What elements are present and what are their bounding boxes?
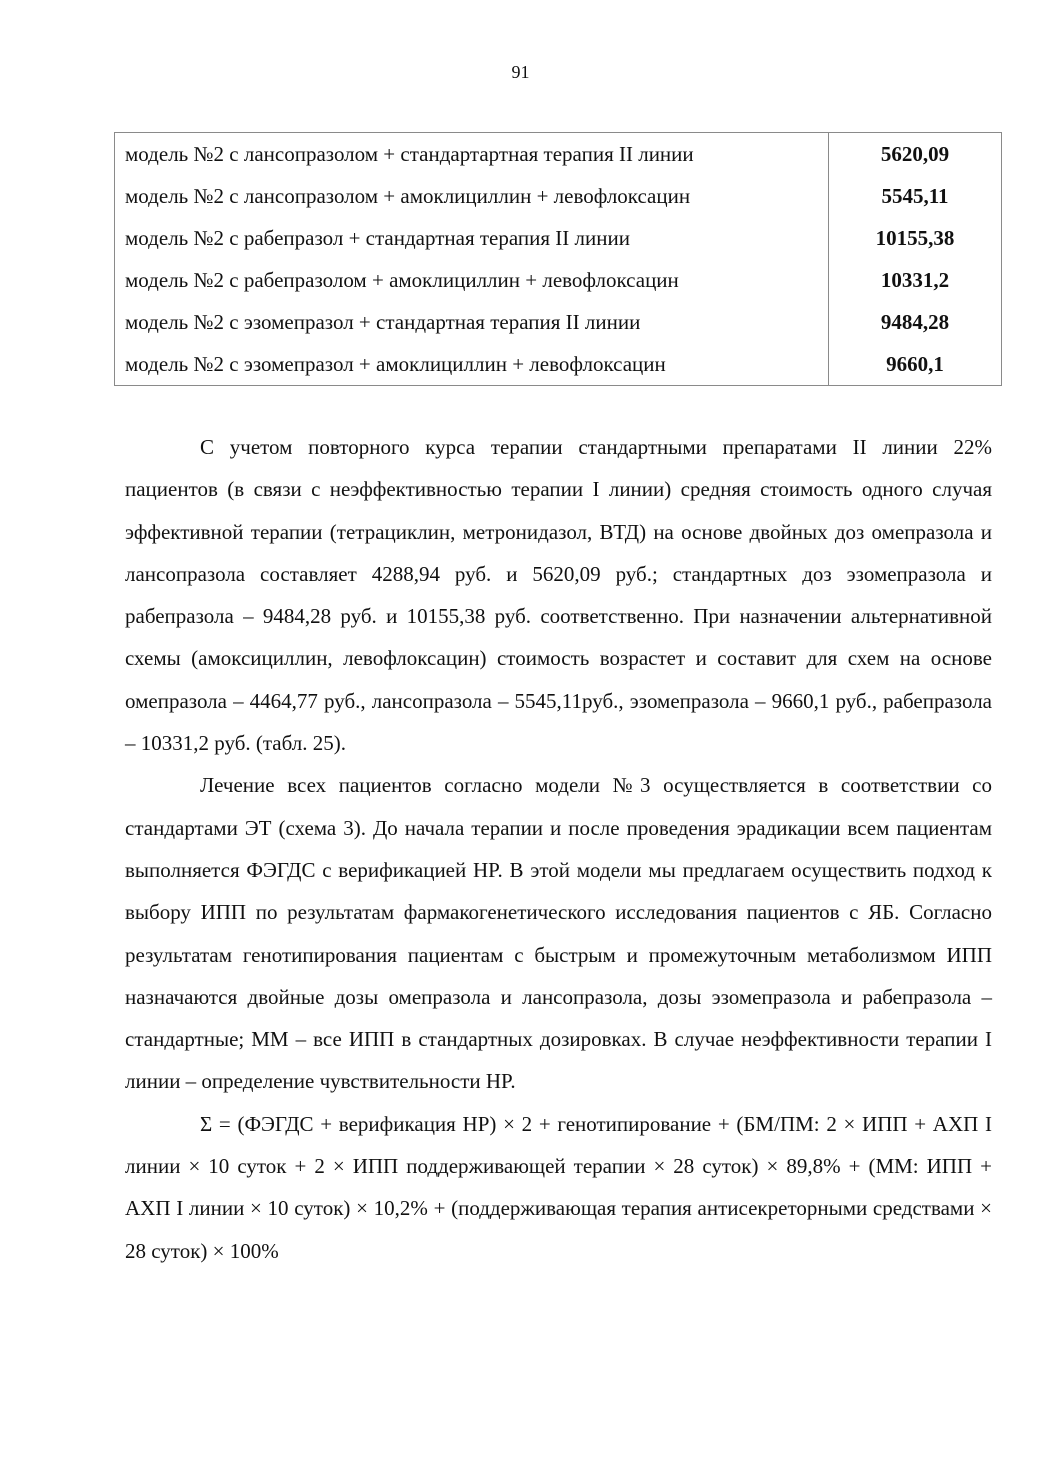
- model-cell: модель №2 с рабепразолом + амоклициллин + левофлоксацин: [115, 259, 829, 301]
- table-row: [115, 301, 1002, 343]
- model-cell: модель №2 с эзомепразол + стандартная терапия II линии: [115, 301, 829, 343]
- cost-cell: 9484,28: [829, 301, 1002, 343]
- model-cell: модель №2 с лансопразолом + амоклициллин + левофлоксацин: [115, 175, 829, 217]
- table-row: [115, 343, 1002, 386]
- model-cell: модель №2 с рабепразол + стандартная терапия II линии: [115, 217, 829, 259]
- cost-cell: 5620,09: [829, 133, 1002, 176]
- body-text: [125, 426, 992, 1272]
- paragraph-model-3: Лечение всех пациентов согласно модели №3 осуществляется в соответствии со стандартами ЭТ (схема 3). До начала терапии и после проведения эрадикации всем пациентам выполняется ФЭГДС с верификацией HP. В этой модели мы предлагаем осуществить подход к выбору ИПП по результатам фармакогенетического исследования пациентов с ЯБ. Согласно результатам генотипирования пациентам с быстрым и промежуточным метаболизмом ИПП назначаются двойные дозы омепразола и лансопразола, дозы эзомепразола и рабепразола – стандартные; ММ – все ИПП в стандартных дозировках. В случае неэффективности терапии I линии – определение чувствительности HP.: [125, 773, 992, 1094]
- cost-cell: 5545,11: [829, 175, 1002, 217]
- cost-cell: 10155,38: [829, 217, 1002, 259]
- model-cell: модель №2 с лансопразолом + стандартартная терапия II линии: [115, 133, 829, 176]
- paragraph-formula: Σ = (ФЭГДС + верификация HP) × 2 + генотипирование + (БМ/ПМ: 2 × ИПП + АХП I линии × 10 суток + 2 × ИПП поддерживающей терапии × 28 суток) × 89,8% + (ММ: ИПП + АХП I линии × 10 суток) × 10,2% + (поддерживающая терапия антисекреторными средствами × 28 суток) × 100%: [125, 1111, 992, 1263]
- table-row: [115, 259, 1002, 301]
- model-cell: модель №2 с эзомепразол + амоклициллин + левофлоксацин: [115, 343, 829, 386]
- table-row: [115, 217, 1002, 259]
- page-number: 91: [511, 62, 530, 82]
- table-row: [115, 133, 1002, 176]
- table-row: [115, 175, 1002, 217]
- cost-table: [114, 132, 1002, 386]
- cost-cell: 9660,1: [829, 343, 1002, 386]
- cost-cell: 10331,2: [829, 259, 1002, 301]
- paragraph-cost-summary: С учетом повторного курса терапии стандартными препаратами II линии 22% пациентов (в связи с неэффективностью терапии I линии) средняя стоимость одного случая эффективной терапии (тетрациклин, метронидазол, ВТД) на основе двойных доз омепразола и лансопразола составляет 4288,94 руб. и 5620,09 руб.; стандартных доз эзомепразола и рабепразола – 9484,28 руб. и 10155,38 руб. соответственно. При назначении альтернативной схемы (амоксициллин, левофлоксацин) стоимость возрастет и составит для схем на основе омепразола – 4464,77 руб., лансопразола – 5545,11руб., эзомепразола – 9660,1 руб., рабепразола – 10331,2 руб. (табл. 25).: [125, 435, 992, 756]
